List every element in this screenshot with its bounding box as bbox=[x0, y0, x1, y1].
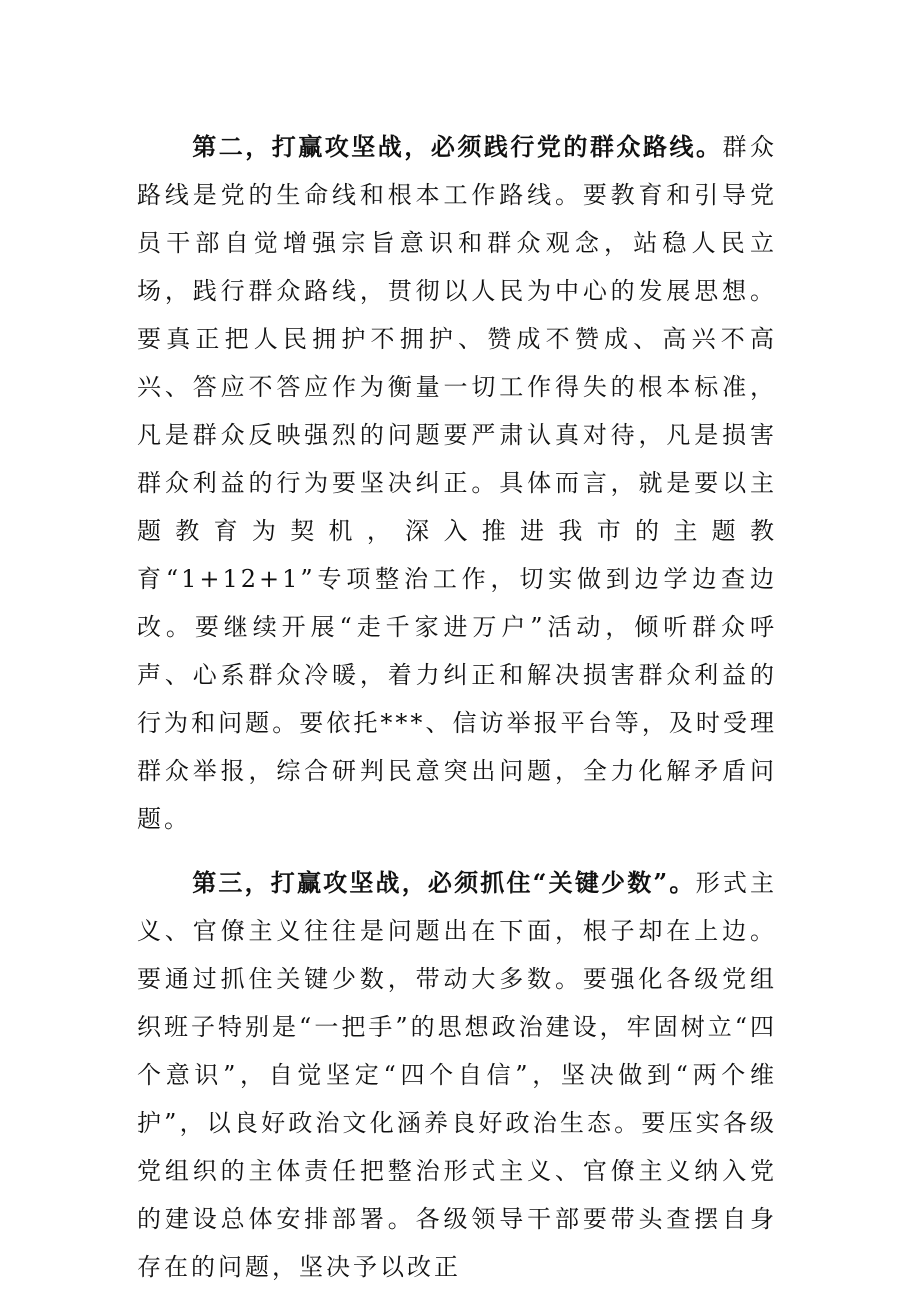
paragraph-text-second: 群众路线是党的生命线和根本工作路线。要教育和引导党员干部自觉增强宗旨意识和群众观念，站稳人民立场，践行群众路线，贯彻以人民为中心的发展思想。要真正把人民拥护不拥护、赞成不赞成、高兴不高兴、答应不答应作为衡量一切工作得失的根本标准，凡是群众反映强烈的问题要严肃认真对待，凡是损害群众利益的行为要坚决纠正。具体而言，就是要以主题教育为契机，深入推进我市的主题教育“1+12+1”专项整治工作，切实做到边学边查边改。要继续开展“走千家进万户”活动，倾听群众呼声、心系群众冷暖，着力纠正和解决损害群众利益的行为和问题。要依托***、信访举报平台等，及时受理群众举报，综合研判民意突出问题，全力化解矛盾问题。 bbox=[137, 133, 777, 833]
paragraph-lead-third: 第三，打赢攻坚战，必须抓住“关键少数”。 bbox=[192, 868, 696, 897]
paragraph-second-point bbox=[137, 123, 777, 843]
document-body bbox=[137, 123, 777, 1291]
paragraph-text-third: 形式主义、官僚主义往往是问题出在下面，根子却在上边。要通过抓住关键少数，带动大多数。要强化各级党组织班子特别是“一把手”的思想政治建设，牢固树立“四个意识”，自觉坚定“四个自信”，坚决做到“两个维护”，以良好政治文化涵养良好政治生态。要压实各级党组织的主体责任把整治形式主义、官僚主义纳入党的建设总体安排部署。各级领导干部要带头查摆自身存在的问题，坚决予以改正 bbox=[137, 869, 778, 1281]
paragraph-third-point bbox=[137, 859, 777, 1291]
paragraph-lead-second: 第二，打赢攻坚战，必须践行党的群众路线。 bbox=[192, 132, 723, 161]
